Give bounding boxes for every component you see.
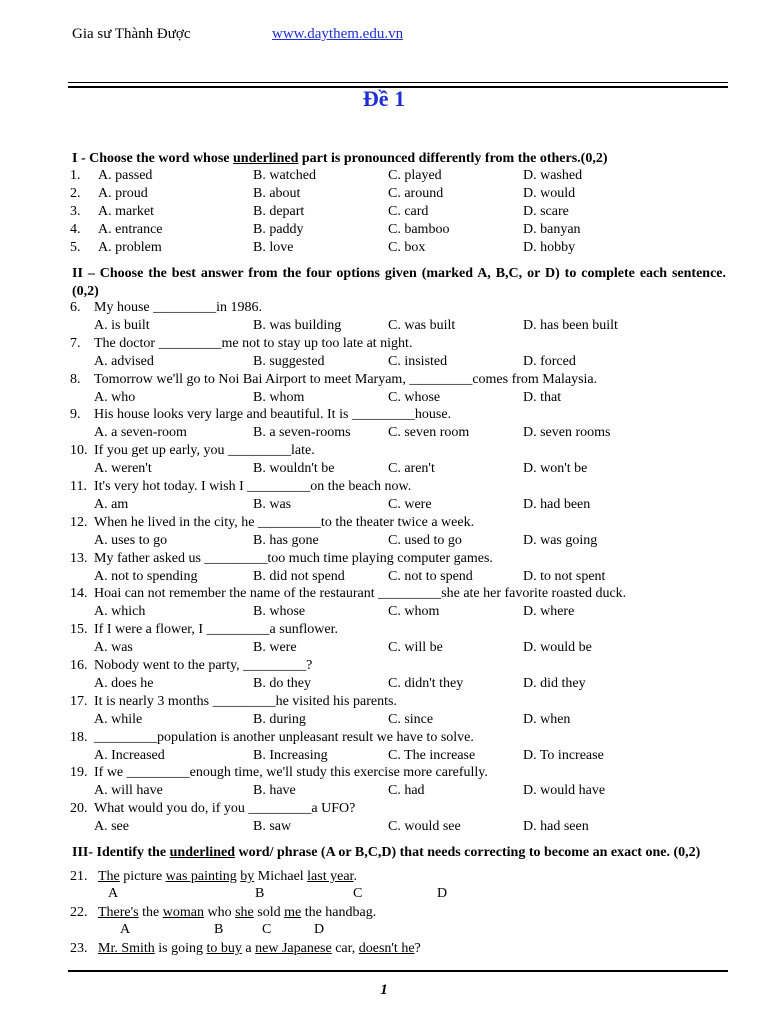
q21-label-d: D — [437, 886, 448, 901]
q21-label-c: C — [353, 886, 363, 901]
answer-option-a[interactable]: A. not to spending — [94, 568, 198, 584]
question-number: 9. — [70, 407, 81, 423]
question-23: 23. Mr. Smith is going to buy a new Japanese car, doesn't he? — [70, 941, 421, 956]
question-number: 16. — [70, 658, 88, 673]
answer-option-a[interactable]: A. am — [94, 497, 129, 512]
answer-option-c[interactable]: C. had — [388, 783, 425, 799]
q22-label-a: A — [120, 922, 131, 937]
question-text: It is nearly 3 months _________he visited his parents. — [94, 693, 397, 709]
answer-option-d[interactable]: D. would have — [523, 783, 606, 799]
question-text: It's very hot today. I wish I _________on the beach now. — [94, 479, 412, 494]
question-text: If you get up early, you _________late. — [94, 443, 315, 459]
question-number: 19. — [70, 765, 88, 781]
option-a: A. entrance — [98, 222, 163, 237]
question-text: Hoai can not remember the name of the restaurant _________she ate her favorite roasted duck. — [94, 586, 627, 602]
answer-option-a[interactable]: A. while — [94, 711, 143, 727]
answer-option-b[interactable]: B. suggested — [253, 353, 325, 369]
answer-option-d[interactable]: D. was going — [523, 532, 598, 548]
answer-option-a[interactable]: A. a seven-room — [94, 425, 187, 441]
question-number: 15. — [70, 622, 88, 638]
option-d: D. would — [523, 186, 576, 201]
answer-option-b[interactable]: B. have — [253, 783, 296, 799]
q22-label-c: C — [262, 922, 272, 937]
option-c: C. card — [388, 204, 429, 219]
answer-option-c[interactable]: C. would see — [388, 819, 461, 835]
answer-option-a[interactable]: A. is built — [94, 318, 150, 333]
answer-option-a[interactable]: A. was — [94, 640, 133, 656]
answer-option-c[interactable]: C. since — [388, 711, 434, 727]
question-text: Tomorrow we'll go to Noi Bai Airport to meet Maryam, _________comes from Malaysia. — [94, 371, 598, 387]
answer-option-a[interactable]: A. see — [94, 819, 129, 835]
option-d: D. hobby — [523, 240, 576, 255]
answer-option-d[interactable]: D. where — [523, 604, 575, 620]
q21-label-b: B — [255, 886, 265, 901]
answer-option-d[interactable]: D. has been built — [523, 318, 618, 333]
answer-option-d[interactable]: D. To increase — [523, 747, 604, 763]
option-b: B. love — [253, 240, 294, 255]
option-b: B. about — [253, 186, 301, 201]
question-number: 12. — [70, 514, 88, 530]
answer-option-c[interactable]: C. The increase — [388, 747, 476, 763]
answer-option-d[interactable]: D. to not spent — [523, 568, 606, 584]
question-number: 20. — [70, 801, 88, 817]
answer-option-d[interactable]: D. did they — [523, 676, 586, 691]
question-21: 21. The picture was painting by Michael last year. — [70, 869, 357, 884]
option-a: A. passed — [98, 168, 153, 183]
page-number: 1 — [380, 982, 388, 998]
header-author: Gia sư Thành Được — [72, 26, 191, 42]
question-number: 4. — [70, 222, 81, 237]
option-a: A. proud — [98, 186, 148, 201]
question-text: If we _________enough time, we'll study this exercise more carefully. — [94, 765, 488, 781]
question-text: What would you do, if you _________a UFO? — [94, 801, 356, 817]
option-d: D. banyan — [523, 222, 581, 237]
answer-option-c[interactable]: C. seven room — [388, 425, 470, 441]
answer-option-b[interactable]: B. a seven-rooms — [253, 425, 351, 441]
question-number: 11. — [70, 479, 87, 494]
answer-option-d[interactable]: D. had been — [523, 497, 591, 512]
answer-option-b[interactable]: B. has gone — [253, 532, 319, 548]
footer-divider — [68, 970, 728, 972]
answer-option-b[interactable]: B. was — [253, 497, 292, 512]
option-d: D. washed — [523, 168, 583, 183]
q22-label-d: D — [314, 922, 325, 937]
answer-option-c[interactable]: C. will be — [388, 640, 443, 656]
question-number: 2. — [70, 186, 81, 201]
answer-option-d[interactable]: D. would be — [523, 640, 592, 656]
question-number: 14. — [70, 586, 88, 602]
question-number: 6. — [70, 300, 81, 315]
answer-option-b[interactable]: B. whom — [253, 389, 305, 405]
question-22: 22. There's the woman who she sold me the handbag. — [70, 905, 377, 920]
answer-option-c[interactable]: C. whom — [388, 604, 440, 620]
option-c: C. box — [388, 240, 426, 255]
option-c: C. around — [388, 186, 444, 201]
question-number: 10. — [70, 443, 88, 459]
answer-option-c[interactable]: C. were — [388, 497, 432, 512]
answer-option-a[interactable]: A. which — [94, 604, 146, 620]
answer-option-d[interactable]: D. seven rooms — [523, 425, 611, 441]
option-b: B. watched — [253, 168, 316, 183]
answer-option-c[interactable]: C. whose — [388, 389, 441, 405]
page-title: Đề 1 — [362, 86, 406, 111]
option-a: A. problem — [98, 240, 162, 255]
answer-option-d[interactable]: D. when — [523, 711, 571, 727]
answer-option-c[interactable]: C. not to spend — [388, 568, 473, 584]
answer-option-a[interactable]: A. who — [94, 389, 136, 405]
question-number: 13. — [70, 550, 88, 566]
question-text: My house _________in 1986. — [94, 300, 262, 315]
option-c: C. played — [388, 168, 442, 183]
answer-option-a[interactable]: A. will have — [94, 783, 163, 799]
answer-option-a[interactable]: A. Increased — [94, 747, 165, 763]
answer-option-c[interactable]: C. didn't they — [388, 676, 464, 691]
header-divider-thin — [68, 82, 728, 83]
option-b: B. depart — [253, 204, 305, 219]
answer-option-b[interactable]: B. were — [253, 640, 297, 656]
option-b: B. paddy — [253, 222, 304, 237]
question-number: 18. — [70, 729, 88, 745]
answer-option-b[interactable]: B. saw — [253, 819, 292, 835]
answer-option-c[interactable]: C. aren't — [388, 461, 435, 477]
question-number: 17. — [70, 693, 88, 709]
question-text: The doctor _________me not to stay up too late at night. — [94, 335, 413, 351]
answer-option-d[interactable]: D. had seen — [523, 819, 589, 835]
answer-option-c[interactable]: C. was built — [388, 318, 456, 333]
question-text: _________population is another unpleasant result we have to solve. — [94, 729, 474, 745]
answer-option-d[interactable]: D. won't be — [523, 461, 588, 477]
section2-heading: II – Choose the best answer from the four options given (marked A, B,C, or D) to complete each sentence. (0,2) — [72, 266, 726, 299]
answer-option-b[interactable]: B. do they — [253, 676, 311, 691]
answer-option-b[interactable]: B. Increasing — [253, 747, 328, 763]
answer-option-a[interactable]: A. advised — [94, 353, 154, 369]
answer-option-a[interactable]: A. does he — [94, 676, 154, 691]
answer-option-d[interactable]: D. that — [523, 389, 562, 405]
answer-option-b[interactable]: B. was building — [253, 318, 342, 333]
answer-option-a[interactable]: A. uses to go — [94, 532, 168, 548]
question-number: 3. — [70, 204, 81, 219]
option-c: C. bamboo — [388, 222, 450, 237]
section3-heading: III- Identify the underlined word/ phrase (A or B,C,D) that needs correcting to become an exact one. (0,2) — [72, 845, 701, 860]
q21-label-a: A — [108, 886, 119, 901]
question-text: His house looks very large and beautiful. It is _________house. — [94, 407, 452, 423]
option-a: A. market — [98, 204, 154, 219]
question-number: 5. — [70, 240, 81, 255]
answer-option-b[interactable]: B. whose — [253, 604, 306, 620]
answer-option-b[interactable]: B. during — [253, 711, 306, 727]
answer-option-a[interactable]: A. weren't — [94, 461, 152, 477]
q22-label-b: B — [214, 922, 224, 937]
answer-option-c[interactable]: C. used to go — [388, 532, 462, 548]
answer-option-b[interactable]: B. did not spend — [253, 568, 345, 584]
answer-option-c[interactable]: C. insisted — [388, 353, 448, 369]
question-text: My father asked us _________too much time playing computer games. — [94, 550, 493, 566]
section1-heading: I - Choose the word whose underlined part is pronounced differently from the others.(0,2) — [72, 151, 608, 166]
header-website-link[interactable]: www.daythem.edu.vn — [272, 26, 404, 42]
question-number: 8. — [70, 371, 81, 387]
answer-option-b[interactable]: B. wouldn't be — [253, 461, 335, 477]
answer-option-d[interactable]: D. forced — [523, 353, 576, 369]
question-number: 7. — [70, 335, 81, 351]
question-text: Nobody went to the party, _________? — [94, 658, 313, 673]
option-d: D. scare — [523, 204, 569, 219]
question-text: When he lived in the city, he _________to the theater twice a week. — [94, 514, 475, 530]
question-text: If I were a flower, I _________a sunflower. — [94, 622, 338, 638]
question-number: 1. — [70, 168, 81, 183]
